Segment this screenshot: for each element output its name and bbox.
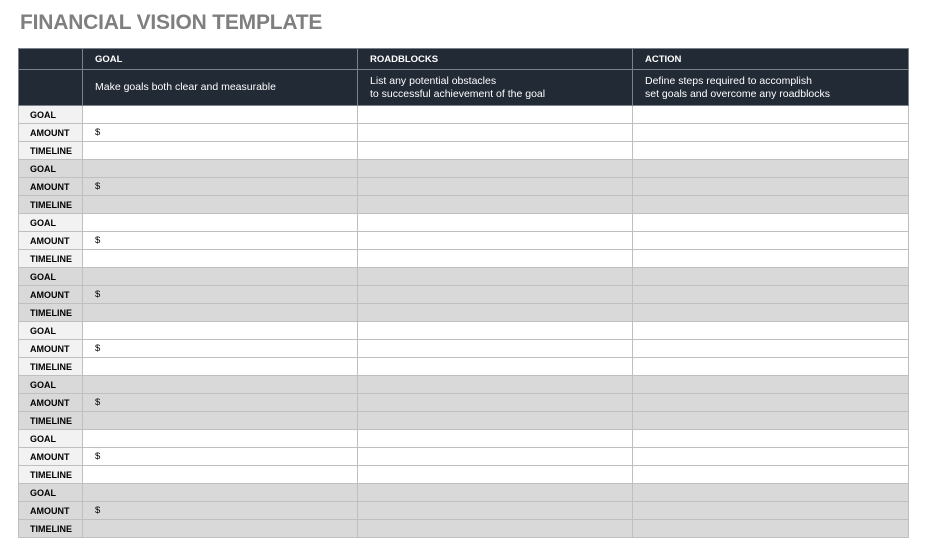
row-label-goal: GOAL: [19, 214, 83, 232]
timeline-goal-cell[interactable]: [83, 520, 358, 538]
timeline-goal-cell[interactable]: [83, 358, 358, 376]
timeline-roadblocks-cell[interactable]: [358, 412, 633, 430]
row-label-timeline: TIMELINE: [19, 196, 83, 214]
currency-symbol: $: [95, 397, 101, 408]
goal-roadblocks-cell[interactable]: [358, 484, 633, 502]
currency-symbol: $: [95, 505, 101, 516]
amount-action-cell[interactable]: [633, 394, 909, 412]
row-label-timeline: TIMELINE: [19, 250, 83, 268]
goal-action-cell[interactable]: [633, 160, 909, 178]
amount-goal-cell[interactable]: [83, 286, 358, 304]
timeline-roadblocks-cell[interactable]: [358, 466, 633, 484]
row-label-amount: AMOUNT: [19, 286, 83, 304]
goal-action-cell[interactable]: [633, 484, 909, 502]
timeline-action-cell[interactable]: [633, 304, 909, 322]
goal-action-cell[interactable]: [633, 430, 909, 448]
timeline-goal-cell[interactable]: [83, 142, 358, 160]
column-header-roadblocks: ROADBLOCKS: [358, 49, 633, 70]
amount-row: [19, 124, 909, 142]
instruction-goal: [83, 70, 358, 106]
instruction-action-line: set goals and overcome any roadblocks: [645, 87, 831, 100]
amount-action-cell[interactable]: [633, 340, 909, 358]
row-label-goal: GOAL: [19, 268, 83, 286]
instruction-row: [19, 70, 909, 106]
goal-row: [19, 106, 909, 124]
timeline-action-cell[interactable]: [633, 142, 909, 160]
timeline-row: [19, 142, 909, 160]
goal-action-cell[interactable]: [633, 268, 909, 286]
amount-goal-cell[interactable]: [83, 502, 358, 520]
row-label-timeline: TIMELINE: [19, 358, 83, 376]
goal-goal-cell[interactable]: [83, 376, 358, 394]
timeline-roadblocks-cell[interactable]: [358, 304, 633, 322]
currency-symbol: $: [95, 181, 101, 192]
row-label-goal: GOAL: [19, 376, 83, 394]
currency-symbol: $: [95, 235, 101, 246]
goal-row: [19, 160, 909, 178]
amount-goal-cell[interactable]: [83, 178, 358, 196]
row-label-amount: AMOUNT: [19, 124, 83, 142]
amount-roadblocks-cell[interactable]: [358, 286, 633, 304]
amount-row: [19, 286, 909, 304]
timeline-row: [19, 466, 909, 484]
amount-action-cell[interactable]: [633, 178, 909, 196]
amount-row: [19, 178, 909, 196]
goal-row: [19, 268, 909, 286]
timeline-goal-cell[interactable]: [83, 196, 358, 214]
timeline-roadblocks-cell[interactable]: [358, 196, 633, 214]
row-label-goal: GOAL: [19, 430, 83, 448]
goal-action-cell[interactable]: [633, 106, 909, 124]
row-label-goal: GOAL: [19, 322, 83, 340]
timeline-action-cell[interactable]: [633, 196, 909, 214]
instruction-goal-line: Make goals both clear and measurable: [95, 81, 276, 93]
timeline-action-cell[interactable]: [633, 466, 909, 484]
timeline-row: [19, 304, 909, 322]
goal-goal-cell[interactable]: [83, 322, 358, 340]
instruction-action-line: Define steps required to accomplish: [645, 74, 812, 87]
timeline-roadblocks-cell[interactable]: [358, 142, 633, 160]
amount-roadblocks-cell[interactable]: [358, 178, 633, 196]
goal-row: [19, 484, 909, 502]
row-label-timeline: TIMELINE: [19, 304, 83, 322]
timeline-row: [19, 196, 909, 214]
amount-row: [19, 232, 909, 250]
timeline-action-cell[interactable]: [633, 412, 909, 430]
amount-row: [19, 394, 909, 412]
amount-action-cell[interactable]: [633, 124, 909, 142]
row-label-timeline: TIMELINE: [19, 520, 83, 538]
timeline-row: [19, 520, 909, 538]
row-label-amount: AMOUNT: [19, 178, 83, 196]
row-label-timeline: TIMELINE: [19, 412, 83, 430]
amount-roadblocks-cell[interactable]: [358, 340, 633, 358]
timeline-action-cell[interactable]: [633, 358, 909, 376]
amount-goal-cell[interactable]: [83, 448, 358, 466]
goal-goal-cell[interactable]: [83, 160, 358, 178]
instruction-roadblocks-line: to successful achievement of the goal: [370, 87, 546, 100]
timeline-row: [19, 358, 909, 376]
amount-action-cell[interactable]: [633, 448, 909, 466]
timeline-row: [19, 250, 909, 268]
goal-action-cell[interactable]: [633, 214, 909, 232]
column-header-action: ACTION: [633, 49, 909, 70]
currency-symbol: $: [95, 127, 101, 138]
goal-goal-cell[interactable]: [83, 214, 358, 232]
row-label-goal: GOAL: [19, 160, 83, 178]
timeline-roadblocks-cell[interactable]: [358, 358, 633, 376]
amount-action-cell[interactable]: [633, 286, 909, 304]
goal-roadblocks-cell[interactable]: [358, 376, 633, 394]
amount-goal-cell[interactable]: [83, 340, 358, 358]
amount-row: [19, 340, 909, 358]
amount-goal-cell[interactable]: [83, 124, 358, 142]
amount-roadblocks-cell[interactable]: [358, 502, 633, 520]
timeline-goal-cell[interactable]: [83, 304, 358, 322]
goal-roadblocks-cell[interactable]: [358, 160, 633, 178]
currency-symbol: $: [95, 289, 101, 300]
row-label-amount: AMOUNT: [19, 232, 83, 250]
instruction-action: [633, 70, 909, 106]
row-label-goal: GOAL: [19, 484, 83, 502]
instruction-corner-cell: [19, 70, 83, 106]
row-label-goal: GOAL: [19, 106, 83, 124]
instruction-roadblocks-line: List any potential obstacles: [370, 74, 497, 87]
row-label-amount: AMOUNT: [19, 394, 83, 412]
goal-row: [19, 430, 909, 448]
timeline-roadblocks-cell[interactable]: [358, 250, 633, 268]
row-label-timeline: TIMELINE: [19, 466, 83, 484]
timeline-action-cell[interactable]: [633, 250, 909, 268]
goal-goal-cell[interactable]: [83, 106, 358, 124]
amount-roadblocks-cell[interactable]: [358, 124, 633, 142]
amount-action-cell[interactable]: [633, 232, 909, 250]
column-header-row: [19, 49, 909, 70]
row-label-amount: AMOUNT: [19, 340, 83, 358]
timeline-roadblocks-cell[interactable]: [358, 520, 633, 538]
amount-roadblocks-cell[interactable]: [358, 232, 633, 250]
timeline-row: [19, 412, 909, 430]
header-corner-cell: [19, 49, 83, 70]
amount-action-cell[interactable]: [633, 502, 909, 520]
currency-symbol: $: [95, 343, 101, 354]
goal-roadblocks-cell[interactable]: [358, 106, 633, 124]
timeline-action-cell[interactable]: [633, 520, 909, 538]
row-label-timeline: TIMELINE: [19, 142, 83, 160]
financial-vision-table: [18, 48, 909, 538]
timeline-goal-cell[interactable]: [83, 412, 358, 430]
amount-goal-cell[interactable]: [83, 394, 358, 412]
goal-row: [19, 376, 909, 394]
row-label-amount: AMOUNT: [19, 502, 83, 520]
amount-row: [19, 502, 909, 520]
goal-roadblocks-cell[interactable]: [358, 268, 633, 286]
row-label-amount: AMOUNT: [19, 448, 83, 466]
goal-row: [19, 214, 909, 232]
goal-goal-cell[interactable]: [83, 268, 358, 286]
goal-goal-cell[interactable]: [83, 430, 358, 448]
goal-row: [19, 322, 909, 340]
instruction-roadblocks: [358, 70, 633, 106]
currency-symbol: $: [95, 451, 101, 462]
amount-roadblocks-cell[interactable]: [358, 394, 633, 412]
goal-action-cell[interactable]: [633, 376, 909, 394]
goal-roadblocks-cell[interactable]: [358, 322, 633, 340]
goal-goal-cell[interactable]: [83, 484, 358, 502]
amount-row: [19, 448, 909, 466]
page-title: FINANCIAL VISION TEMPLATE: [20, 11, 323, 34]
amount-roadblocks-cell[interactable]: [358, 448, 633, 466]
timeline-goal-cell[interactable]: [83, 466, 358, 484]
amount-goal-cell[interactable]: [83, 232, 358, 250]
timeline-goal-cell[interactable]: [83, 250, 358, 268]
goal-roadblocks-cell[interactable]: [358, 430, 633, 448]
goal-roadblocks-cell[interactable]: [358, 214, 633, 232]
column-header-goal: GOAL: [83, 49, 358, 70]
goal-action-cell[interactable]: [633, 322, 909, 340]
